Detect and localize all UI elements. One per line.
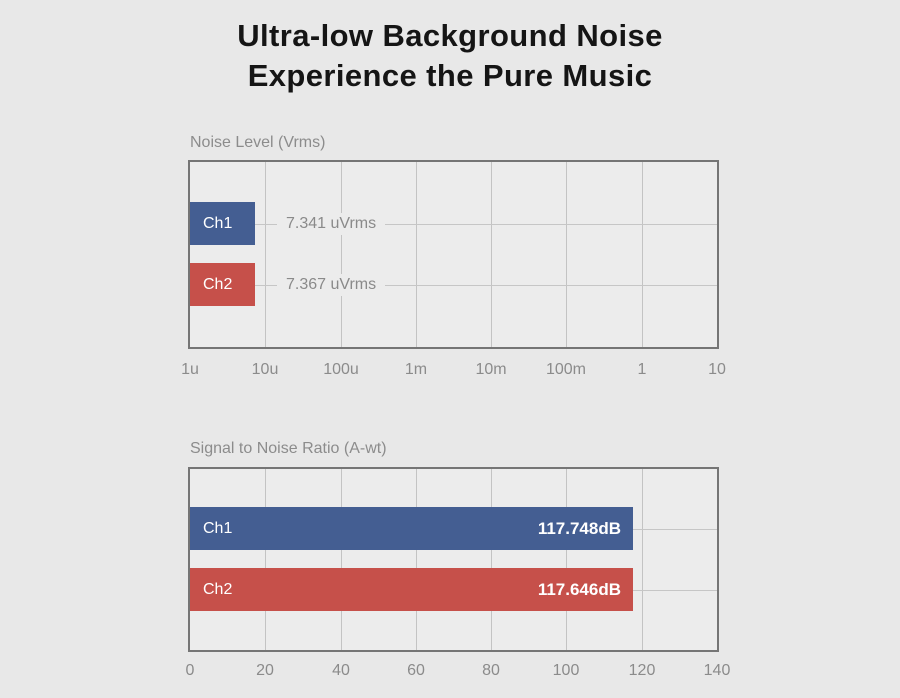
x-tick-label: 10u <box>251 361 279 378</box>
bar-ch2 <box>190 568 633 611</box>
x-tick-label: 100m <box>545 361 587 378</box>
x-tick-label: 100u <box>323 361 359 378</box>
vertical-gridline <box>566 162 567 347</box>
x-tick-label: 80 <box>482 662 500 679</box>
bar-label-ch1: Ch1 <box>203 214 233 232</box>
page-title <box>0 16 900 96</box>
bar-label-ch2: Ch2 <box>203 580 233 598</box>
horizontal-gridline <box>190 224 717 225</box>
vertical-gridline <box>341 162 342 347</box>
bar-label-ch2: Ch2 <box>203 275 233 293</box>
x-tick-label: 120 <box>628 662 656 679</box>
x-tick-label: 60 <box>407 662 425 679</box>
x-axis-ticks <box>181 361 726 381</box>
chart-title: Noise Level (Vrms) <box>190 134 326 151</box>
x-tick-label: 1 <box>637 361 647 378</box>
bar-value-ch1: 7.341 uVrms <box>277 213 385 235</box>
vertical-gridline <box>341 469 342 650</box>
plot-area <box>188 467 719 652</box>
vertical-gridline <box>265 162 266 347</box>
bar-label-ch1: Ch1 <box>203 519 233 537</box>
vertical-gridline <box>642 469 643 650</box>
x-tick-label: 40 <box>332 662 350 679</box>
x-tick-label: 20 <box>256 662 274 679</box>
vertical-gridline <box>491 162 492 347</box>
bar-value-ch2: 117.646dB <box>537 579 621 599</box>
vertical-gridline <box>265 469 266 650</box>
plot-area <box>188 160 719 349</box>
x-tick-label: 1m <box>404 361 428 378</box>
x-axis-ticks <box>185 662 731 682</box>
x-tick-label: 0 <box>185 662 195 679</box>
vertical-gridline <box>566 469 567 650</box>
horizontal-gridline <box>190 285 717 286</box>
x-tick-label: 10m <box>475 361 507 378</box>
vertical-gridline <box>416 162 417 347</box>
x-tick-label: 10 <box>708 361 726 378</box>
vertical-gridline <box>416 469 417 650</box>
bar-value-ch1: 117.748dB <box>537 518 621 538</box>
x-tick-label: 140 <box>703 662 731 679</box>
page-title-line2: Experience the Pure Music <box>247 58 653 93</box>
page-title-line1: Ultra-low Background Noise <box>237 18 663 53</box>
x-tick-label: 100 <box>552 662 580 679</box>
bar-ch1 <box>190 507 633 550</box>
bar-ch1 <box>190 202 255 245</box>
vertical-gridline <box>491 469 492 650</box>
vertical-gridline <box>642 162 643 347</box>
bar-ch2 <box>190 263 255 306</box>
bar-value-ch2: 7.367 uVrms <box>277 274 385 296</box>
chart-title: Signal to Noise Ratio (A-wt) <box>190 440 387 457</box>
x-tick-label: 1u <box>181 361 199 378</box>
